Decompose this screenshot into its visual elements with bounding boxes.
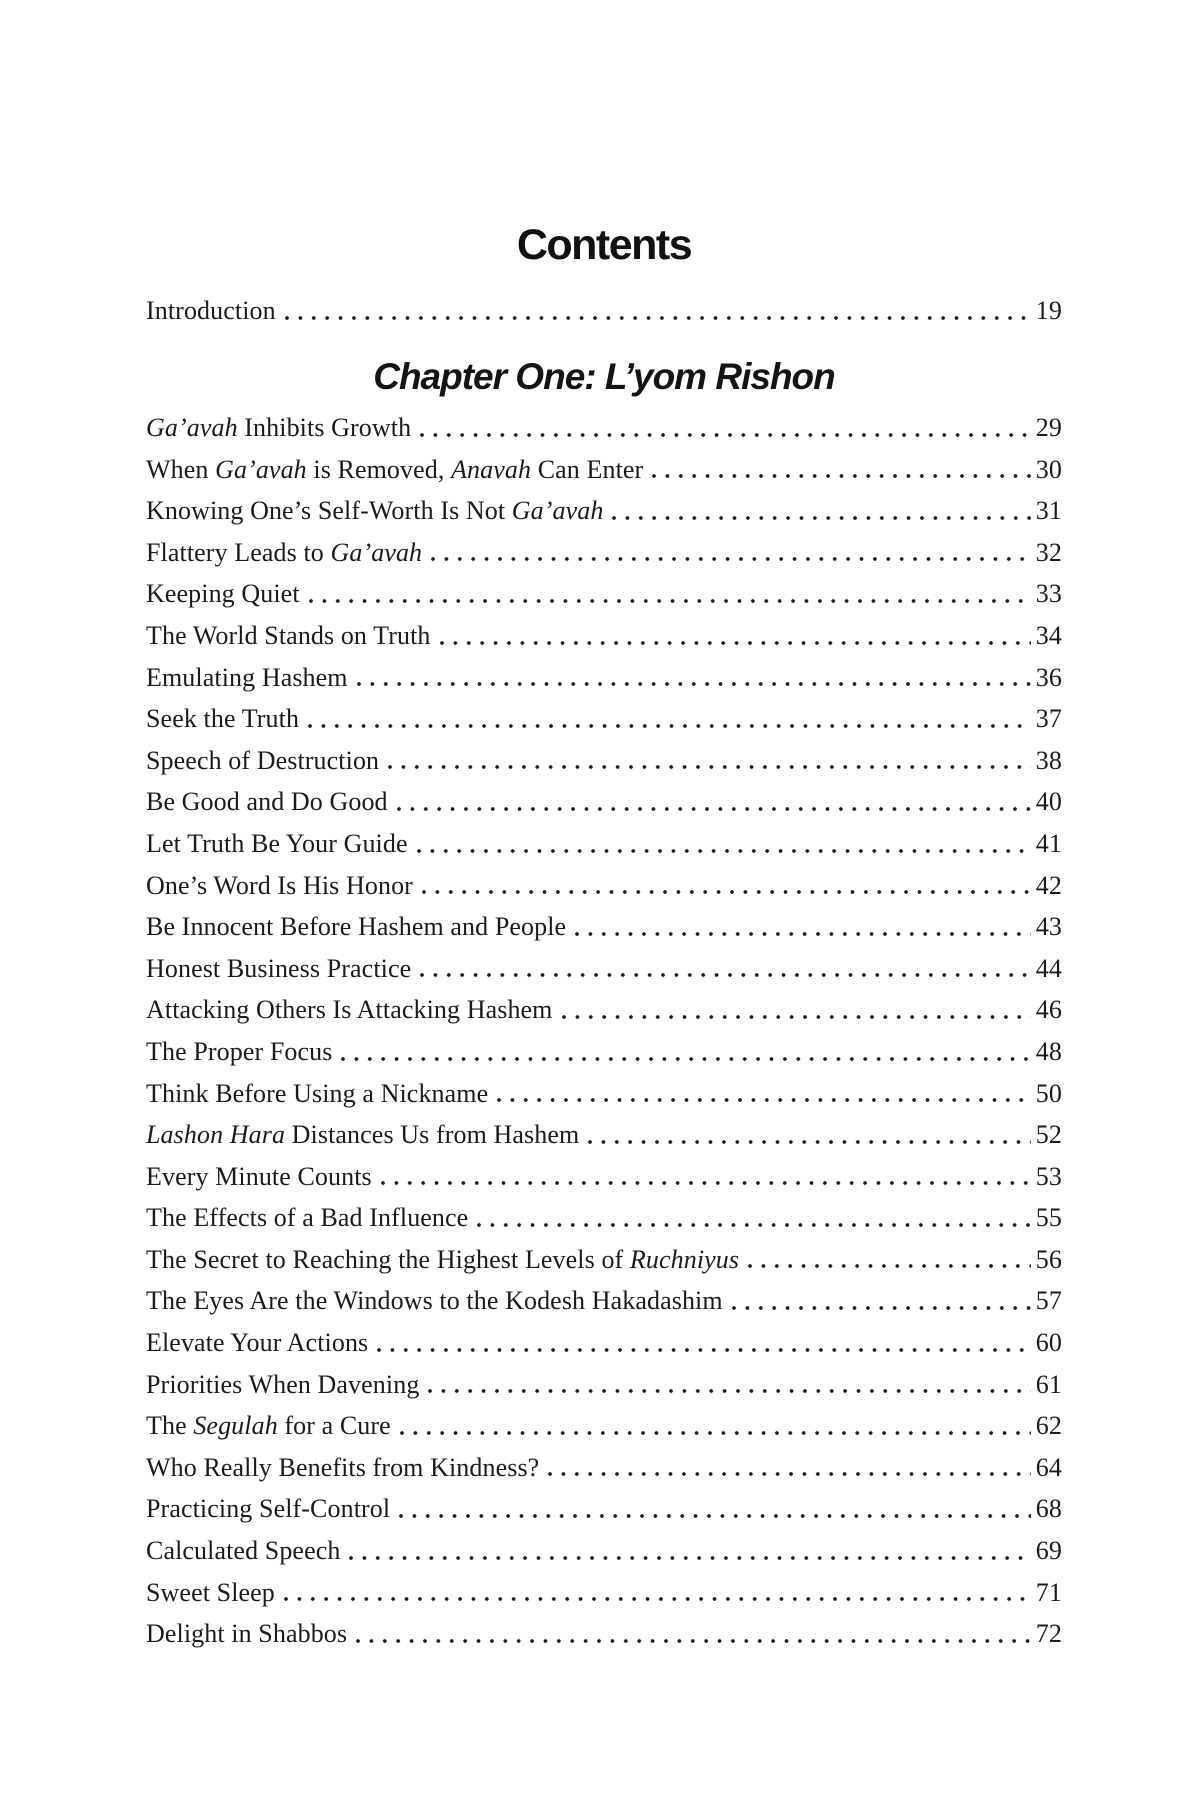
toc-row [146, 989, 1062, 1031]
toc-row [146, 740, 1062, 782]
toc-entry-text-segment: Emulating Hashem [146, 662, 348, 692]
toc-entry-text-segment: Elevate Your Actions [146, 1328, 369, 1358]
toc-entry-title [146, 1073, 488, 1115]
toc-entry-title [146, 1488, 390, 1530]
toc-entry-text-segment: Calculated Speech [146, 1536, 341, 1566]
dot-leader [375, 1322, 1033, 1364]
toc-entry-text-segment: Ga’avah [146, 413, 238, 442]
toc-entry-text-segment: Anavah [451, 454, 532, 484]
toc-entry-page-number: 61 [1035, 1369, 1062, 1399]
dot-leader [429, 532, 1033, 574]
toc-entry-page-number: 38 [1035, 745, 1062, 775]
toc-entry-title [146, 1156, 372, 1198]
dot-leader [379, 1156, 1033, 1198]
toc-entry-text-segment: Speech of Destruction [146, 745, 380, 775]
dot-leader [398, 1405, 1033, 1447]
toc-entry-page-number: 68 [1035, 1494, 1062, 1524]
toc-entry-text-segment: Ga’avah [215, 454, 307, 484]
toc-entry-text-segment: Flattery Leads to [146, 537, 331, 567]
toc-entry-title [146, 698, 299, 740]
toc-row [146, 906, 1062, 948]
toc-entry-text-segment: The Effects of a Bad Influence [146, 1203, 469, 1233]
toc-entry-page-number: 30 [1035, 454, 1062, 484]
toc-row [146, 948, 1062, 990]
dot-leader [730, 1280, 1033, 1322]
toc-entry-title [146, 449, 643, 491]
toc-row [146, 1530, 1062, 1572]
dot-leader [307, 573, 1033, 615]
toc-entry-text-segment: Segulah [193, 1411, 278, 1441]
toc-entry-text-segment: The Eyes Are the Windows to the Kodesh Hakadashim [146, 1286, 723, 1316]
page-title: Contents [516, 220, 692, 269]
toc-entry-title [146, 1405, 391, 1447]
toc-entry-text-segment: Seek the Truth [146, 704, 300, 734]
toc-entry-title [146, 490, 603, 532]
toc-entry-title [146, 1530, 340, 1572]
toc-entry-page-number: 56 [1035, 1244, 1062, 1274]
dot-leader [397, 1488, 1033, 1530]
dot-leader [418, 407, 1033, 449]
toc-entry-title [146, 781, 388, 823]
toc-entry-text-segment: When [146, 454, 216, 484]
toc-entry-page-number: 69 [1035, 1536, 1062, 1566]
toc-entry-title [146, 1239, 739, 1281]
toc-entry-text-segment: Every Minute Counts [146, 1161, 372, 1191]
toc-entry-text-segment: Be Innocent Before Hashem and People [146, 912, 567, 942]
toc-entry-page-number: 44 [1035, 953, 1062, 983]
toc-entry-page-number: 48 [1035, 1036, 1062, 1066]
toc-entry-text-segment: Lashon Hara [146, 1120, 286, 1150]
toc-entry-text-segment: Practicing Self-Control [146, 1494, 391, 1524]
dot-leader [347, 1530, 1032, 1572]
toc-entry-text-segment: Keeping Quiet [146, 579, 300, 609]
toc-entry-text-segment: Who Really Benefits from Kindness? [146, 1452, 540, 1482]
dot-leader [306, 698, 1033, 740]
toc-entry-title [146, 1197, 468, 1239]
toc-entry-title [146, 1572, 275, 1614]
toc-entry-text-segment: Knowing One’s Self-Worth Is Not [146, 496, 512, 526]
chapter-heading: Chapter One: L’yom Rishon [373, 356, 835, 397]
toc-row [146, 698, 1062, 740]
dot-leader [495, 1073, 1033, 1115]
toc-entry-text-segment: Inhibits Growth [237, 413, 412, 442]
dot-leader [573, 906, 1033, 948]
dot-leader [386, 740, 1033, 782]
dot-leader [418, 948, 1033, 990]
toc-row [146, 1114, 1062, 1156]
toc-entry-page-number: 41 [1035, 828, 1062, 858]
toc-entry-page-number: 52 [1035, 1120, 1062, 1150]
toc-row [146, 781, 1062, 823]
dot-leader [354, 1613, 1033, 1655]
toc-row [146, 615, 1062, 657]
toc-entry-title [146, 1322, 368, 1364]
toc-entry-page-number: 71 [1035, 1577, 1062, 1607]
toc-row [146, 490, 1062, 532]
toc-entry-text-segment: Can Enter [531, 454, 644, 484]
dot-leader [415, 823, 1033, 865]
dot-leader [355, 657, 1033, 699]
toc-row [146, 823, 1062, 865]
toc-entry-title [146, 906, 566, 948]
dot-leader [339, 1031, 1032, 1073]
dot-leader [475, 1197, 1032, 1239]
toc-entry-text-segment: The World Stands on Truth [146, 620, 431, 650]
toc-row [146, 573, 1062, 615]
toc-entry-title [146, 1364, 419, 1406]
toc-entry-text-segment: Delight in Shabbos [146, 1619, 348, 1649]
toc-entry-page-number: 43 [1035, 912, 1062, 942]
toc-row [146, 1405, 1062, 1447]
toc-row [146, 1031, 1062, 1073]
toc-entry-list [146, 407, 1062, 1655]
toc-entry-text-segment: The Proper Focus [146, 1036, 333, 1066]
dot-leader [650, 449, 1033, 491]
toc-row [146, 1613, 1062, 1655]
toc-entry-text-segment: Sweet Sleep [146, 1577, 275, 1607]
toc-entry-text-segment: Priorities When Davening [146, 1369, 420, 1399]
toc-entry-page-number: 53 [1035, 1161, 1062, 1191]
toc-entry-title [146, 407, 411, 449]
toc-row [146, 1239, 1062, 1281]
toc-row [146, 1488, 1062, 1530]
toc-entry-page-number: 55 [1035, 1203, 1062, 1233]
toc-entry-text-segment: Attacking Others Is Attacking Hashem [146, 995, 553, 1025]
toc-entry-page-number: 37 [1035, 704, 1062, 734]
toc-entry-page-number: 42 [1035, 870, 1062, 900]
dot-leader [395, 781, 1033, 823]
toc-entry-page-number: 33 [1035, 579, 1062, 609]
toc-row [146, 449, 1062, 491]
toc-row [146, 1280, 1062, 1322]
toc-entry-title [146, 1447, 539, 1489]
toc-entry-title [146, 1280, 723, 1322]
toc-entry-page-number: 29 [1035, 413, 1062, 442]
toc-entry-page-number: 62 [1035, 1411, 1062, 1441]
dot-leader [546, 1447, 1032, 1489]
dot-leader [420, 865, 1033, 907]
toc-entry-title [146, 615, 431, 657]
toc-entry-page-number: 72 [1035, 1619, 1062, 1649]
toc-entry-page-number: 31 [1035, 496, 1062, 526]
toc-entry-text-segment: The Secret to Reaching the Highest Levels of [146, 1244, 630, 1274]
toc-pre-chapter-list [146, 290, 1062, 332]
toc-entry-title [146, 865, 413, 907]
toc-entry-title [146, 948, 411, 990]
toc-entry-title [146, 573, 300, 615]
toc-entry-title [146, 657, 348, 699]
toc-entry-page-number: 19 [1035, 296, 1062, 325]
toc-row [146, 1156, 1062, 1198]
toc-row [146, 865, 1062, 907]
toc-entry-title [146, 989, 553, 1031]
toc-entry-title [146, 290, 276, 332]
dot-leader [560, 989, 1033, 1031]
toc-entry-page-number: 46 [1035, 995, 1062, 1025]
toc-entry-text-segment: is Removed, [306, 454, 452, 484]
toc-entry-page-number: 60 [1035, 1328, 1062, 1358]
dot-leader [283, 290, 1033, 332]
toc-row [146, 1073, 1062, 1115]
toc-entry-text-segment: Distances Us from Hashem [285, 1120, 580, 1150]
dot-leader [282, 1572, 1033, 1614]
dot-leader [438, 615, 1033, 657]
toc-entry-page-number: 57 [1035, 1286, 1062, 1316]
toc-entry-text-segment: One’s Word Is His Honor [146, 870, 413, 900]
toc-entry-page-number: 34 [1035, 620, 1062, 650]
toc-entry-title [146, 532, 422, 574]
toc-entry-title [146, 1031, 332, 1073]
dot-leader [610, 490, 1032, 532]
toc-entry-text-segment: Introduction [146, 296, 276, 325]
toc-row [146, 1572, 1062, 1614]
toc-entry-text-segment: Be Good and Do Good [146, 787, 388, 817]
toc-row [146, 407, 1062, 449]
toc-entry-text-segment: Ruchniyus [629, 1244, 740, 1274]
toc-entry-text-segment: Honest Business Practice [146, 953, 412, 983]
toc-entry-text-segment: The [146, 1411, 194, 1441]
toc-row [146, 1447, 1062, 1489]
toc-entry-page-number: 40 [1035, 787, 1062, 817]
toc-entry-text-segment: Think Before Using a Nickname [146, 1078, 489, 1108]
toc-entry-text-segment: Let Truth Be Your Guide [146, 828, 408, 858]
toc-entry-title [146, 740, 379, 782]
toc-entry-page-number: 50 [1035, 1078, 1062, 1108]
toc-row [146, 532, 1062, 574]
toc-entry-text-segment: for a Cure [277, 1411, 391, 1441]
toc-entry-text-segment: Ga’avah [511, 496, 604, 526]
toc-row [146, 1197, 1062, 1239]
dot-leader [746, 1239, 1033, 1281]
toc-row [146, 657, 1062, 699]
toc-entry-text-segment: Ga’avah [330, 537, 423, 567]
toc-row [146, 1364, 1062, 1406]
toc-entry-page-number: 64 [1035, 1452, 1062, 1482]
toc-entry-page-number: 36 [1035, 662, 1062, 692]
toc-entry-title [146, 1613, 347, 1655]
toc-entry-page-number: 32 [1035, 537, 1062, 567]
toc-row [146, 290, 1062, 332]
toc-entry-title [146, 1114, 579, 1156]
dot-leader [426, 1364, 1032, 1406]
dot-leader [586, 1114, 1033, 1156]
toc-row [146, 1322, 1062, 1364]
toc-entry-title [146, 823, 408, 865]
